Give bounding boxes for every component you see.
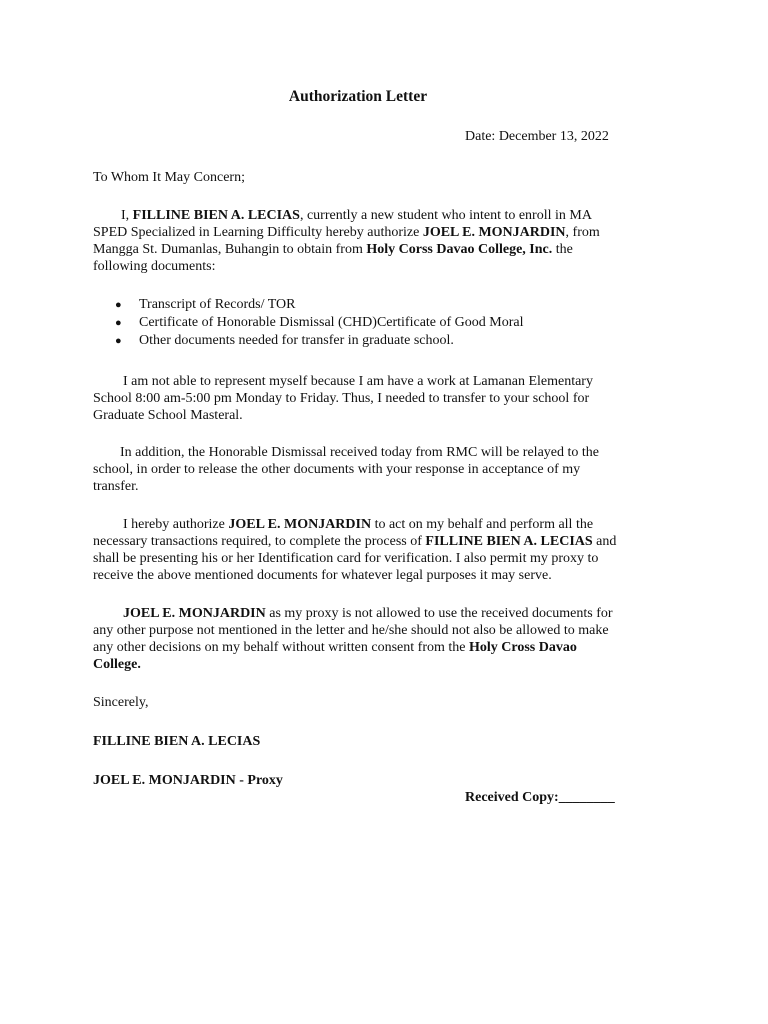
paragraph-authorize xyxy=(93,516,683,584)
text: Graduate School Masteral. xyxy=(93,408,243,423)
signatory-name: FILLINE BIEN A. LECIAS xyxy=(93,734,261,749)
student-name: FILLINE BIEN A. LECIAS xyxy=(132,208,300,223)
text: following documents: xyxy=(93,259,216,274)
school-name-cont: College. xyxy=(93,657,141,672)
paragraph-intro xyxy=(93,207,683,275)
list-item xyxy=(115,296,524,314)
letter-date: Date: December 13, 2022 xyxy=(465,129,609,144)
proxy-name: JOEL E. MONJARDIN xyxy=(228,517,372,532)
paragraph-dismissal xyxy=(93,444,683,495)
text: I am not able to represent myself because I am have a work at Lamanan Elementary xyxy=(123,374,593,389)
proxy-name: JOEL E. MONJARDIN xyxy=(422,225,566,240)
salutation: To Whom It May Concern; xyxy=(93,170,245,185)
list-item xyxy=(115,314,524,332)
school-name: Holy Cross Davao xyxy=(468,640,577,655)
text: to act on my behalf and perform all the xyxy=(371,517,594,532)
proxy-name: JOEL E. MONJARDIN xyxy=(123,606,266,621)
text: any other decisions on my behalf without written consent from the xyxy=(93,640,469,655)
paragraph-work xyxy=(93,373,683,424)
documents-list xyxy=(115,296,524,350)
text: school, in order to release the other documents with your response in acceptance of my xyxy=(93,462,581,477)
received-copy: Received Copy:________ xyxy=(465,790,615,805)
list-item xyxy=(115,332,524,350)
text: any other purpose not mentioned in the letter and he/she should not also be allowed to make xyxy=(93,623,609,638)
text: In addition, the Honorable Dismissal received today from RMC will be relayed to the xyxy=(120,445,599,460)
text: Mangga St. Dumanlas, Buhangin to obtain from xyxy=(93,242,367,257)
text: necessary transactions required, to complete the process of xyxy=(93,534,426,549)
paragraph-restriction xyxy=(93,605,683,673)
text: School 8:00 am-5:00 pm Monday to Friday. Thus, I needed to transfer to your school for xyxy=(93,391,590,406)
list-item-text: Other documents needed for transfer in graduate school. xyxy=(139,333,454,348)
school-name: Holy Corss Davao College, Inc. xyxy=(366,242,553,257)
text: I, xyxy=(121,208,133,223)
text: I hereby authorize xyxy=(123,517,229,532)
letter-title: Authorization Letter xyxy=(288,88,428,105)
student-name: FILLINE BIEN A. LECIAS xyxy=(425,534,593,549)
text: transfer. xyxy=(93,479,139,494)
text: , currently a new student who intent to enroll in MA xyxy=(299,208,592,223)
list-item-text: Certificate of Honorable Dismissal (CHD)Certificate of Good Moral xyxy=(139,315,524,330)
text: SPED Specialized in Learning Difficulty hereby authorize xyxy=(93,225,423,240)
text: , from xyxy=(565,225,600,240)
bullet-icon: ● xyxy=(115,299,122,311)
closing: Sincerely, xyxy=(93,695,149,710)
proxy-signature: JOEL E. MONJARDIN - Proxy xyxy=(93,773,283,788)
text: shall be presenting his or her Identification card for verification. I also permit my proxy to xyxy=(93,551,599,566)
bullet-icon: ● xyxy=(115,317,122,329)
list-item-text: Transcript of Records/ TOR xyxy=(139,297,296,312)
text: and xyxy=(592,534,617,549)
text: as my proxy is not allowed to use the received documents for xyxy=(265,606,613,621)
text: the xyxy=(552,242,573,257)
text: receive the above mentioned documents for whatever legal purposes it may serve. xyxy=(93,568,552,583)
bullet-icon: ● xyxy=(115,335,122,347)
